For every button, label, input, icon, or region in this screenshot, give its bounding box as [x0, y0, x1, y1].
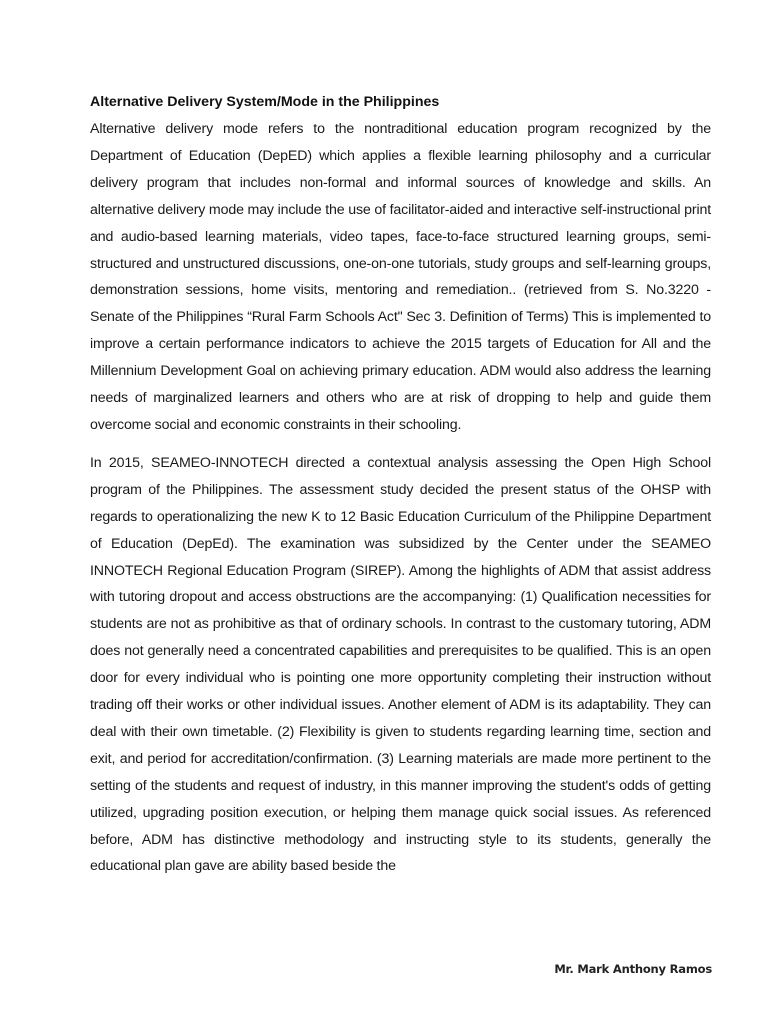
document-page: [90, 92, 711, 891]
footer-author: Mr. Mark Anthony Ramos: [554, 962, 712, 976]
paragraph-alternative-delivery-mode: Alternative delivery mode refers to the nontraditional education program recognized by the Department of Education (DepED) which applies a flexible learning philosophy and a curricular delivery program that includes non-formal and informal sources of knowledge and skills. An alternative delivery mode may include the use of facilitator-aided and interactive self-instructional print and audio-based learning materials, video tapes, face-to-face structured learning groups, semi-structured and unstructured discussions, one-on-one tutorials, study groups and self-learning groups, demonstration sessions, home visits, mentoring and remediation.. (retrieved from S. No.3220 - Senate of the Philippines “Rural Farm Schools Act" Sec 3. Definition of Terms) This is implemented to improve a certain performance indicators to achieve the 2015 targets of Education for All and the Millennium Development Goal on achieving primary education. ADM would also address the learning needs of marginalized learners and others who are at risk of dropping to help and guide them overcome social and economic constraints in their schooling.: [90, 121, 711, 433]
document-heading: Alternative Delivery System/Mode in the Philippines: [90, 94, 440, 110]
paragraph-seameo-innotech: In 2015, SEAMEO-INNOTECH directed a contextual analysis assessing the Open High School program of the Philippines. The assessment study decided the present status of the OHSP with regards to operationalizing the new K to 12 Basic Education Curriculum of the Philippine Department of Education (DepEd). The examination was subsidized by the Center under the SEAMEO INNOTECH Regional Education Program (SIREP). Among the highlights of ADM that assist address with tutoring dropout and access obstructions are the accompanying: (1) Qualification necessities for students are not as prohibitive as that of ordinary schools. In contrast to the customary tutoring, ADM does not generally need a concentrated capabilities and prerequisites to be qualified. This is an open door for every individual who is pointing one more opportunity completing their instruction without trading off their works or other individual issues. Another element of ADM is its adaptability. They can deal with their own timetable. (2) Flexibility is given to students regarding learning time, section and exit, and period for accreditation/confirmation. (3) Learning materials are made more pertinent to the setting of the students and request of industry, in this manner improving the student's odds of getting utilized, upgrading position execution, or helping them manage quick social issues. As referenced before, ADM has distinctive methodology and instructing style to its students, generally the educational plan gave are ability based beside the: [90, 454, 711, 875]
